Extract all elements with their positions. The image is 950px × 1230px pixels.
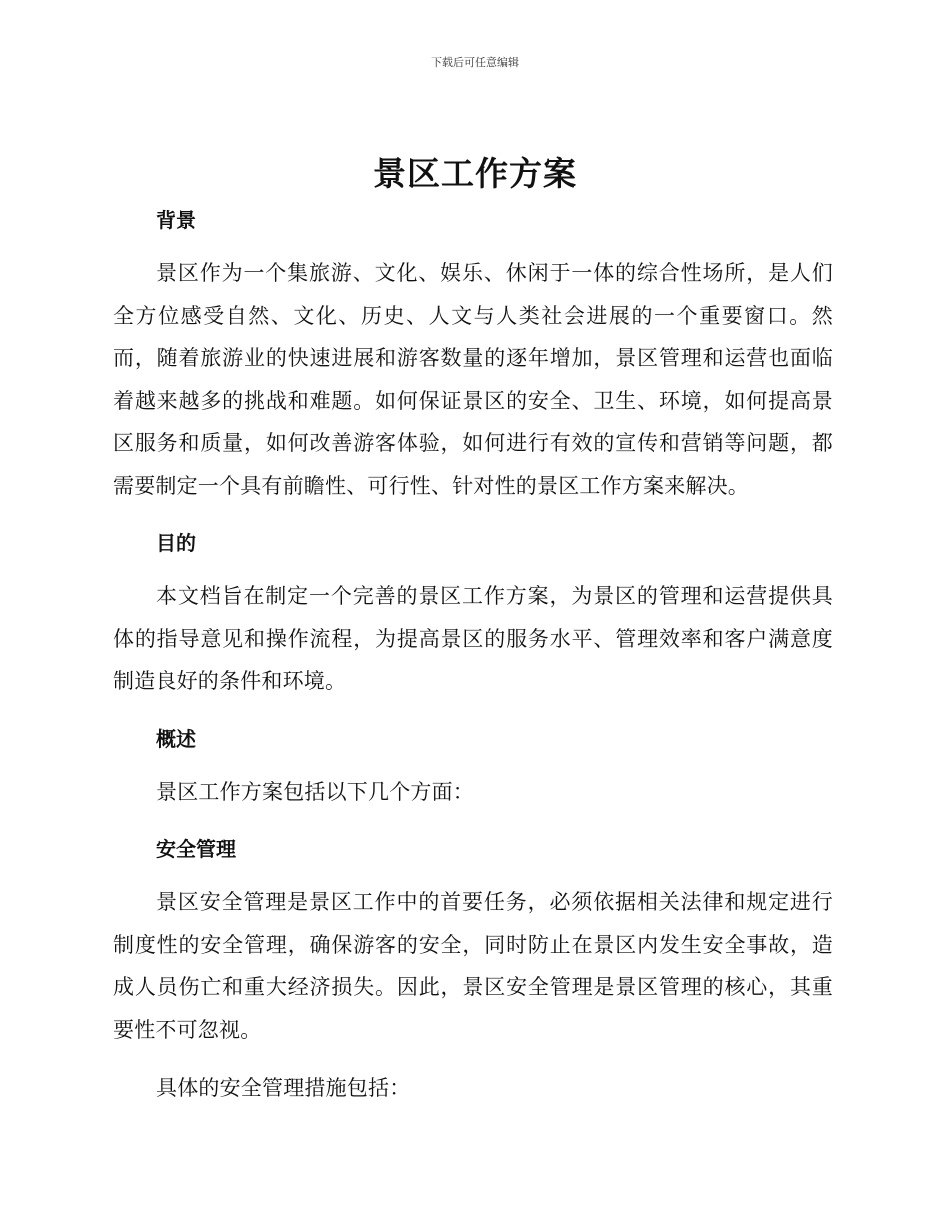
paragraph-purpose: 本文档旨在制定一个完善的景区工作方案，为景区的管理和运营提供具体的指导意见和操作流程，为提高景区的服务水平、管理效率和客户满意度制造良好的条件和环境。 — [113, 584, 833, 693]
section-heading-safety: 安全管理 — [156, 837, 236, 861]
paragraph-background: 景区作为一个集旅游、文化、娱乐、休闲于一体的综合性场所，是人们全方位感受自然、文化、历史、人文与人类社会进展的一个重要窗口。然而，随着旅游业的快速进展和游客数量的逐年增加，景区管理和运营也面临着越来越多的挑战和难题。如何保证景区的安全、卫生、环境，如何提高景区服务和质量，如何改善游客体验，如何进行有效的宣传和营销等问题，都需要制定一个具有前瞻性、可行性、针对性的景区工作方案来解决。 — [113, 261, 833, 498]
document-title: 景区工作方案 — [373, 154, 577, 193]
section-heading-background: 背景 — [156, 208, 196, 232]
section-heading-purpose: 目的 — [156, 531, 196, 555]
paragraph-safety-measures-intro: 具体的安全管理措施包括： — [156, 1076, 411, 1100]
paragraph-safety: 景区安全管理是景区工作中的首要任务，必须依据相关法律和规定进行制度性的安全管理，确保游客的安全，同时防止在景区内发生安全事故，造成人员伤亡和重大经济损失。因此，景区安全管理是景区管理的核心，其重要性不可忽视。 — [113, 890, 833, 1042]
header-note: 下载后可任意编辑 — [431, 56, 519, 69]
document-body — [113, 200, 833, 1110]
paragraph-overview: 景区工作方案包括以下几个方面： — [156, 779, 474, 804]
section-heading-overview: 概述 — [156, 726, 196, 751]
